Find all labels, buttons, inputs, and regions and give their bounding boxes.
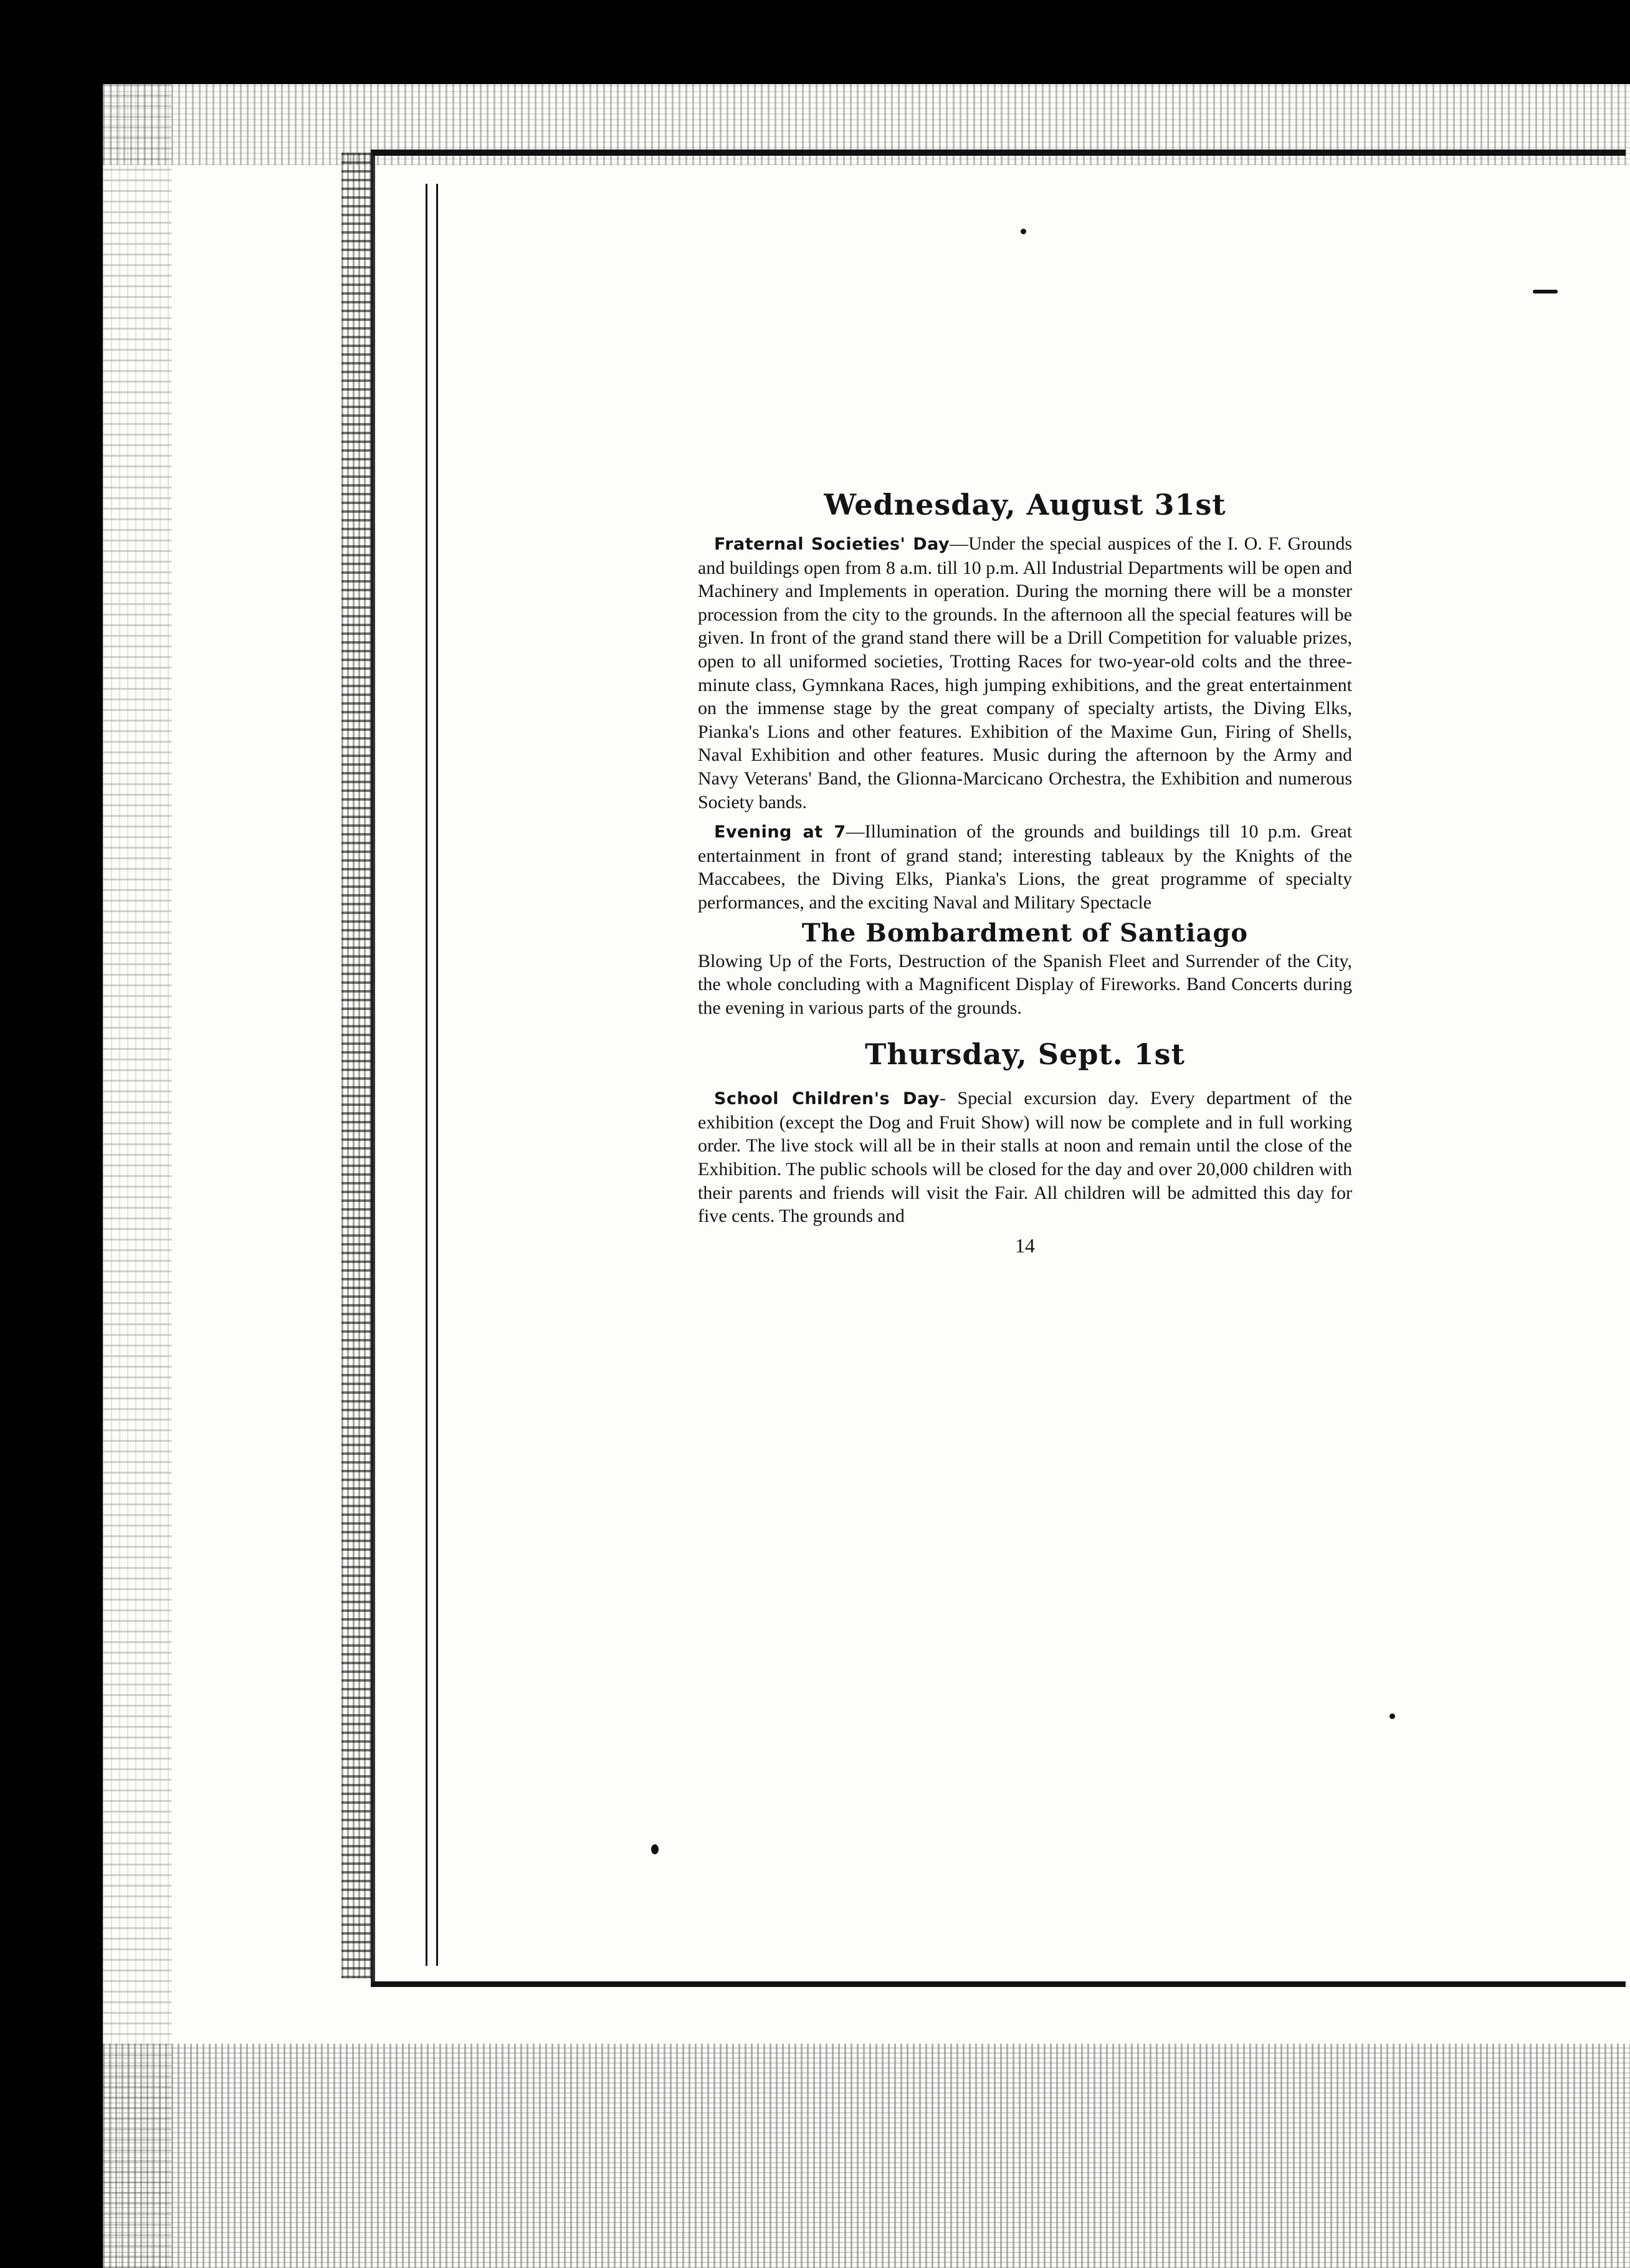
school-childrens-paragraph (698, 1087, 1352, 1228)
day-heading-thursday: Thursday, Sept. 1st (865, 1037, 1185, 1072)
bombardment-subheading: The Bombardment of Santiago (801, 918, 1249, 948)
paragraph-lead: Fraternal Societies' Day (714, 535, 950, 554)
evening-paragraph (698, 820, 1352, 914)
frame-left-band (341, 153, 371, 1978)
paragraph-text: —Illumination of the grounds and buildings till 10 p.m. Great entertainment in front of grand stand; interesting tableaux by the Knights of the Maccabees, the Diving Elks, Pianka's Lions, the great programme of specialty performances, and the exciting Naval and Military Spectacle (698, 821, 1352, 913)
scanned-page (103, 84, 1630, 2268)
paragraph-text: - Special excursion day. Every department of the exhibition (except the Dog and Fruit Show) will now be complete and in full working order. The live stock will all be in their stalls at noon and remain until the close of the Exhibition. The public schools will be closed for the day and over 20,000 children with their parents and friends will visit the Fair. All children will be admitted this day for five cents. The grounds and (698, 1088, 1352, 1227)
paragraph-lead: Evening at 7 (714, 822, 846, 842)
vertical-rule-left (426, 184, 427, 1966)
speck-mark (1389, 1713, 1395, 1719)
speck-mark (651, 1844, 659, 1854)
speck-mark (1533, 290, 1558, 293)
text-column (698, 486, 1352, 1257)
paragraph-lead: School Children's Day (714, 1089, 940, 1109)
bombardment-paragraph: Blowing Up of the Forts, Destruction of the Spanish Fleet and Surrender of the City, the whole concluding with a Magnificent Display of Fireworks. Band Concerts during the evening in various parts of the grounds. (698, 950, 1352, 1018)
vertical-rule-right (436, 184, 438, 1966)
speck-mark (1021, 229, 1026, 234)
fraternal-societies-paragraph (698, 532, 1352, 814)
page-number: 14 (1015, 1234, 1035, 1257)
day-heading-wednesday: Wednesday, August 31st (824, 488, 1226, 522)
scan-noise-bottom (103, 2044, 1630, 2268)
scan-noise-left (103, 84, 171, 2268)
paragraph-text: —Under the special auspices of the I. O. F. Grounds and buildings open from 8 a.m. till 10 p.m. All Industrial Departments will be open and Machinery and Implements in operation. During the morning there will be a monster procession from the city to the grounds. In the afternoon all the special features will be given. In front of the grand stand there will be a Drill Competition for valuable prizes, open to all uniformed societies, Trotting Races for two-year-old colts and the three-minute class, Gymnkana Races, high jumping exhibitions, and the great entertainment on the immense stage by the great company of specialty artists, the Diving Elks, Pianka's Lions and other features. Exhibition of the Maxime Gun, Firing of Shells, Naval Exhibition and other features. Music during the afternoon by the Army and Navy Veterans' Band, the Glionna-Marcicano Orchestra, the Exhibition and numerous Society bands. (698, 533, 1353, 812)
